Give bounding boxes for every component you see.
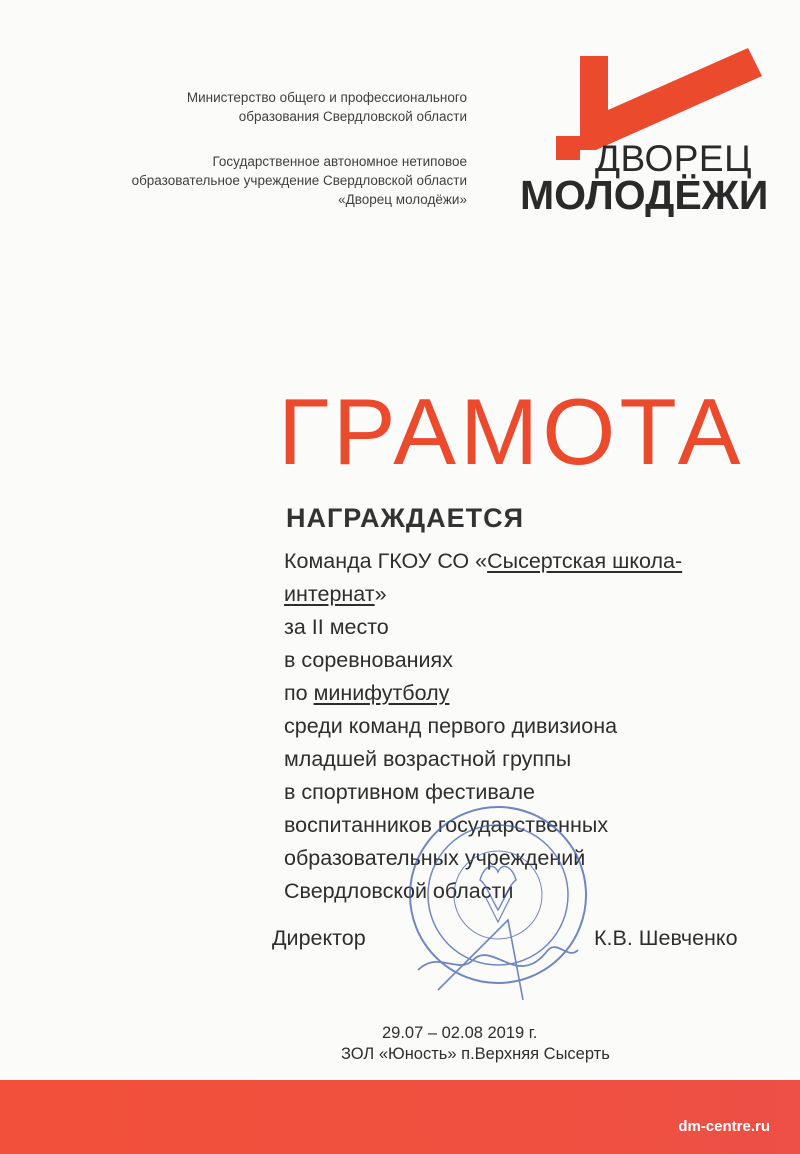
logo-text-dvorets: ДВОРЕЦ: [594, 138, 752, 179]
ministry-name: [187, 88, 467, 126]
logo-text-molodezhi: МОЛОДЁЖИ: [520, 172, 769, 218]
team-name-part2: интернат: [284, 582, 375, 606]
certificate-title: ГРАМОТА: [278, 379, 745, 484]
footer-band: [0, 1080, 800, 1154]
sport-name: минифутболу: [313, 681, 450, 705]
sport-prefix: по: [284, 681, 314, 705]
institution-line-2: образовательное учреждение Свердловской области: [131, 173, 467, 188]
team-line: [284, 545, 682, 578]
signature-position: Директор: [272, 926, 366, 950]
institutions-line: образовательных учреждений: [284, 846, 586, 870]
awarded-heading: НАГРАЖДАЕТСЯ: [286, 503, 524, 533]
official-stamp: [398, 800, 588, 1015]
division-line: среди команд первого дивизиона: [284, 714, 618, 738]
pupils-line: воспитанников государственных: [284, 813, 609, 837]
team-line-2: [284, 578, 682, 611]
ministry-line-2: образования Свердловской области: [238, 109, 467, 124]
event-dates: 29.07 – 02.08 2019 г.: [382, 1024, 538, 1042]
place-line: за II место: [284, 615, 389, 639]
team-suffix: »: [374, 582, 387, 606]
team-name-part1: Сысертская школа-: [487, 549, 683, 573]
footer-website: dm-centre.ru: [678, 1118, 770, 1135]
competitions-line: в соревнованиях: [284, 648, 453, 672]
logo-arrow-shape: [580, 48, 762, 150]
team-prefix: Команда ГКОУ СО «: [284, 549, 488, 573]
institution-line-3: «Дворец молодёжи»: [338, 192, 467, 207]
signature-name: К.В. Шевченко: [594, 926, 738, 950]
region-line: Свердловской области: [284, 879, 514, 903]
ministry-line-1: Министерство общего и профессионального: [186, 90, 467, 105]
institution-name: [132, 152, 467, 209]
sport-line: [284, 677, 682, 710]
festival-line: в спортивном фестивале: [284, 780, 535, 804]
institution-line-1: Государственное автономное нетиповое: [212, 154, 467, 169]
event-location: ЗОЛ «Юность» п.Верхняя Сысерть: [341, 1045, 610, 1063]
group-line: младшей возрастной группы: [284, 747, 572, 771]
